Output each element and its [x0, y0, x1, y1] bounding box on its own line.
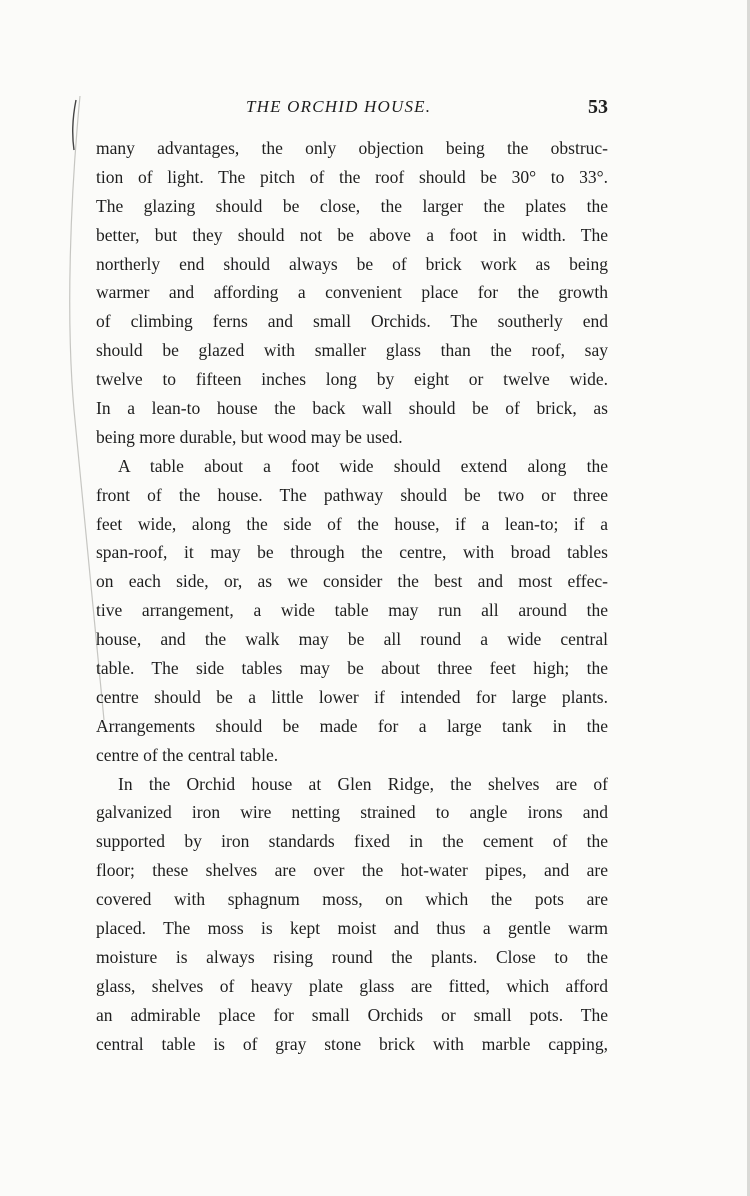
- text-line: house, and the walk may be all round a wide central: [96, 629, 608, 650]
- text-line: span-roof, it may be through the centre, with broad tables: [96, 542, 608, 563]
- text-line: central table is of gray stone brick with marble capping,: [96, 1033, 608, 1054]
- text-line: front of the house. The pathway should be two or three: [96, 484, 608, 505]
- running-title: THE ORCHID HOUSE.: [246, 97, 432, 116]
- text-line: feet wide, along the side of the house, if a lean-to; if a: [96, 513, 608, 534]
- text-line: twelve to fifteen inches long by eight or twelve wide.: [96, 369, 608, 390]
- text-line: warmer and affording a convenient place for the growth: [96, 282, 608, 303]
- text-line: an admirable place for small Orchids or small pots. The: [96, 1004, 608, 1025]
- text-line: being more durable, but wood may be used.: [96, 426, 403, 447]
- text-line: In the Orchid house at Glen Ridge, the shelves are of: [118, 773, 608, 794]
- text-line: covered with sphagnum moss, on which the pots are: [96, 889, 608, 910]
- text-line: In a lean-to house the back wall should be of brick, as: [96, 398, 608, 419]
- body-text: [96, 134, 608, 1059]
- text-line: The glazing should be close, the larger the plates the: [96, 195, 608, 216]
- text-line: better, but they should not be above a foot in width. The: [96, 224, 608, 245]
- page-number: 53: [588, 96, 608, 118]
- text-line: supported by iron standards fixed in the cement of the: [96, 831, 608, 852]
- text-line: centre should be a little lower if intended for large plants.: [96, 686, 608, 707]
- page-fold-curve: [0, 80, 110, 740]
- text-line: moisture is always rising round the plants. Close to the: [96, 946, 608, 967]
- paragraph-1: [96, 134, 608, 452]
- running-head: [0, 92, 750, 122]
- text-line: placed. The moss is kept moist and thus a gentle warm: [96, 918, 608, 939]
- text-line: should be glazed with smaller glass than the roof, say: [96, 340, 608, 361]
- text-line: of climbing ferns and small Orchids. The southerly end: [96, 311, 608, 332]
- text-line: northerly end should always be of brick work as being: [96, 253, 608, 274]
- text-line: A table about a foot wide should extend along the: [118, 455, 608, 476]
- paragraph-2: [96, 452, 608, 770]
- text-line: on each side, or, as we consider the best and most effec-: [96, 571, 608, 592]
- paragraph-3: [96, 770, 608, 1059]
- text-line: centre of the central table.: [96, 744, 279, 765]
- text-line: table. The side tables may be about three feet high; the: [96, 658, 608, 679]
- text-line: Arrangements should be made for a large tank in the: [96, 715, 608, 736]
- text-line: many advantages, the only objection being the obstruc-: [96, 138, 608, 158]
- text-line: floor; these shelves are over the hot-water pipes, and are: [96, 860, 608, 881]
- text-line: tive arrangement, a wide table may run all around the: [96, 600, 608, 621]
- text-line: glass, shelves of heavy plate glass are fitted, which afford: [96, 975, 608, 996]
- text-line: galvanized iron wire netting strained to angle irons and: [96, 802, 608, 823]
- text-line: tion of light. The pitch of the roof should be 30° to 33°.: [96, 166, 608, 187]
